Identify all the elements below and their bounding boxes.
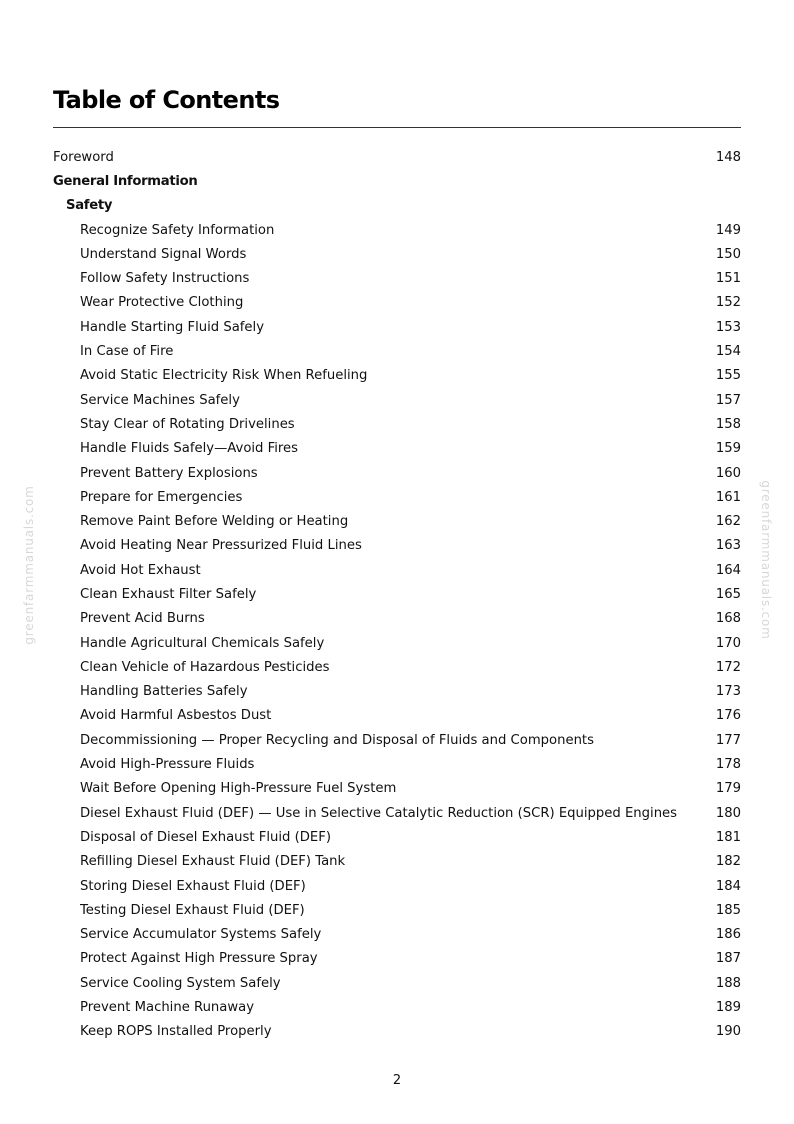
- toc-section-heading[interactable]: [53, 169, 741, 193]
- toc-entry[interactable]: [53, 1020, 741, 1044]
- toc-entry-label: Testing Diesel Exhaust Fluid (DEF): [80, 902, 305, 918]
- toc-entry[interactable]: [53, 339, 741, 363]
- toc-entry-page: 170: [715, 635, 741, 651]
- toc-entry-label: Prevent Acid Burns: [80, 611, 205, 627]
- toc-entry-page: 173: [715, 684, 741, 700]
- toc-entry-page: 151: [715, 271, 741, 287]
- toc-entry-page: 188: [715, 975, 741, 991]
- toc-entry[interactable]: [53, 364, 741, 388]
- toc-entry-label: In Case of Fire: [80, 344, 174, 360]
- toc-entry-label: Handle Agricultural Chemicals Safely: [80, 635, 325, 651]
- toc-entry[interactable]: [53, 558, 741, 582]
- toc-entry[interactable]: [53, 388, 741, 412]
- toc-entry[interactable]: [53, 509, 741, 533]
- toc-entry-label: Avoid Static Electricity Risk When Refueling: [80, 368, 368, 384]
- toc-entry[interactable]: [53, 947, 741, 971]
- toc-entry-label: Service Accumulator Systems Safely: [80, 927, 322, 943]
- toc-entry-label: Wear Protective Clothing: [80, 295, 244, 311]
- toc-entry-page: 186: [715, 927, 741, 943]
- toc-entry-label: Remove Paint Before Welding or Heating: [80, 514, 349, 530]
- toc-entry-label: Decommissioning — Proper Recycling and Disposal of Fluids and Components: [80, 732, 594, 748]
- toc-entry-page: 165: [715, 586, 741, 602]
- toc-entry-label: Prepare for Emergencies: [80, 489, 243, 505]
- toc-entry-label: Understand Signal Words: [80, 246, 247, 262]
- toc-entry[interactable]: [53, 752, 741, 776]
- page-number: 2: [392, 1073, 402, 1088]
- toc-entry-label: Foreword: [53, 149, 114, 165]
- toc-entry-page: 164: [715, 562, 741, 578]
- toc-entry[interactable]: [53, 825, 741, 849]
- toc-entry[interactable]: [53, 704, 741, 728]
- toc-entry-label: Avoid Harmful Asbestos Dust: [80, 708, 272, 724]
- toc-entry[interactable]: [53, 923, 741, 947]
- toc-entry[interactable]: [53, 582, 741, 606]
- toc-entry-page: 185: [715, 902, 741, 918]
- toc-list: [53, 145, 741, 1044]
- toc-entry-page: 162: [715, 514, 741, 530]
- toc-entry-page: 158: [715, 416, 741, 432]
- toc-entry-label: Clean Vehicle of Hazardous Pesticides: [80, 659, 330, 675]
- toc-entry-label: Diesel Exhaust Fluid (DEF) — Use in Selective Catalytic Reduction (SCR) Equipped Engines: [80, 805, 678, 821]
- toc-entry-label: Prevent Machine Runaway: [80, 1000, 255, 1016]
- toc-entry-label: General Information: [53, 173, 198, 189]
- toc-entry[interactable]: [53, 242, 741, 266]
- toc-entry-page: 177: [715, 732, 741, 748]
- toc-entry[interactable]: [53, 412, 741, 436]
- toc-entry[interactable]: [53, 461, 741, 485]
- toc-entry[interactable]: [53, 534, 741, 558]
- toc-entry-label: Prevent Battery Explosions: [80, 465, 258, 481]
- toc-entry-page: 154: [715, 344, 741, 360]
- toc-entry-page: 182: [715, 854, 741, 870]
- toc-section-heading[interactable]: [53, 145, 741, 169]
- toc-entry-label: Service Machines Safely: [80, 392, 240, 408]
- toc-entry-label: Safety: [66, 198, 113, 214]
- toc-entry[interactable]: [53, 874, 741, 898]
- toc-entry[interactable]: [53, 777, 741, 801]
- toc-entry[interactable]: [53, 898, 741, 922]
- toc-entry-label: Service Cooling System Safely: [80, 975, 281, 991]
- toc-entry[interactable]: [53, 971, 741, 995]
- toc-entry-label: Recognize Safety Information: [80, 222, 275, 238]
- toc-entry[interactable]: [53, 680, 741, 704]
- toc-entry-page: 160: [715, 465, 741, 481]
- toc-entry[interactable]: [53, 485, 741, 509]
- toc-entry[interactable]: [53, 801, 741, 825]
- toc-entry-label: Keep ROPS Installed Properly: [80, 1024, 272, 1040]
- toc-entry-page: 189: [715, 1000, 741, 1016]
- toc-entry-label: Avoid Hot Exhaust: [80, 562, 201, 578]
- toc-entry-page: 153: [715, 319, 741, 335]
- toc-entry[interactable]: [53, 607, 741, 631]
- toc-entry-label: Storing Diesel Exhaust Fluid (DEF): [80, 878, 306, 894]
- toc-entry-label: Stay Clear of Rotating Drivelines: [80, 416, 295, 432]
- toc-entry-page: 150: [715, 246, 741, 262]
- toc-entry-page: 180: [715, 805, 741, 821]
- toc-entry[interactable]: [53, 655, 741, 679]
- toc-entry-label: Avoid Heating Near Pressurized Fluid Lines: [80, 538, 362, 554]
- toc-entry-page: 157: [715, 392, 741, 408]
- toc-entry-label: Follow Safety Instructions: [80, 271, 250, 287]
- toc-entry-page: 184: [715, 878, 741, 894]
- toc-entry-page: 181: [715, 829, 741, 845]
- toc-entry-label: Disposal of Diesel Exhaust Fluid (DEF): [80, 829, 331, 845]
- toc-entry-label: Avoid High-Pressure Fluids: [80, 757, 255, 773]
- toc-entry[interactable]: [53, 728, 741, 752]
- toc-subsection-heading[interactable]: [53, 194, 741, 218]
- toc-entry-page: 172: [715, 659, 741, 675]
- toc-entry-page: 148: [715, 149, 741, 165]
- toc-entry-page: 176: [715, 708, 741, 724]
- toc-entry-label: Handling Batteries Safely: [80, 684, 248, 700]
- watermark-left: greenfarmmanuals.com: [22, 485, 36, 645]
- toc-entry-page: 187: [715, 951, 741, 967]
- toc-entry-label: Wait Before Opening High-Pressure Fuel System: [80, 781, 397, 797]
- page-title: Table of Contents: [53, 86, 280, 114]
- toc-entry-page: 152: [715, 295, 741, 311]
- toc-entry-page: 159: [715, 441, 741, 457]
- toc-entry-page: 163: [715, 538, 741, 554]
- toc-entry[interactable]: [53, 266, 741, 290]
- toc-entry-label: Clean Exhaust Filter Safely: [80, 586, 257, 602]
- toc-entry-label: Protect Against High Pressure Spray: [80, 951, 318, 967]
- toc-entry[interactable]: [53, 315, 741, 339]
- toc-entry-page: 155: [715, 368, 741, 384]
- toc-entry[interactable]: [53, 850, 741, 874]
- watermark-right: greenfarmmanuals.com: [759, 480, 773, 640]
- toc-entry-page: 178: [715, 757, 741, 773]
- title-divider: [53, 127, 741, 128]
- toc-entry-page: 149: [715, 222, 741, 238]
- toc-entry-label: Handle Fluids Safely—Avoid Fires: [80, 441, 299, 457]
- toc-entry-page: 168: [715, 611, 741, 627]
- toc-entry-page: 190: [715, 1024, 741, 1040]
- toc-entry[interactable]: [53, 995, 741, 1019]
- toc-entry-page: 161: [715, 489, 741, 505]
- toc-entry[interactable]: [53, 291, 741, 315]
- toc-entry[interactable]: [53, 631, 741, 655]
- toc-entry-label: Refilling Diesel Exhaust Fluid (DEF) Tank: [80, 854, 346, 870]
- toc-entry[interactable]: [53, 437, 741, 461]
- toc-entry[interactable]: [53, 218, 741, 242]
- toc-entry-label: Handle Starting Fluid Safely: [80, 319, 265, 335]
- toc-entry-page: 179: [715, 781, 741, 797]
